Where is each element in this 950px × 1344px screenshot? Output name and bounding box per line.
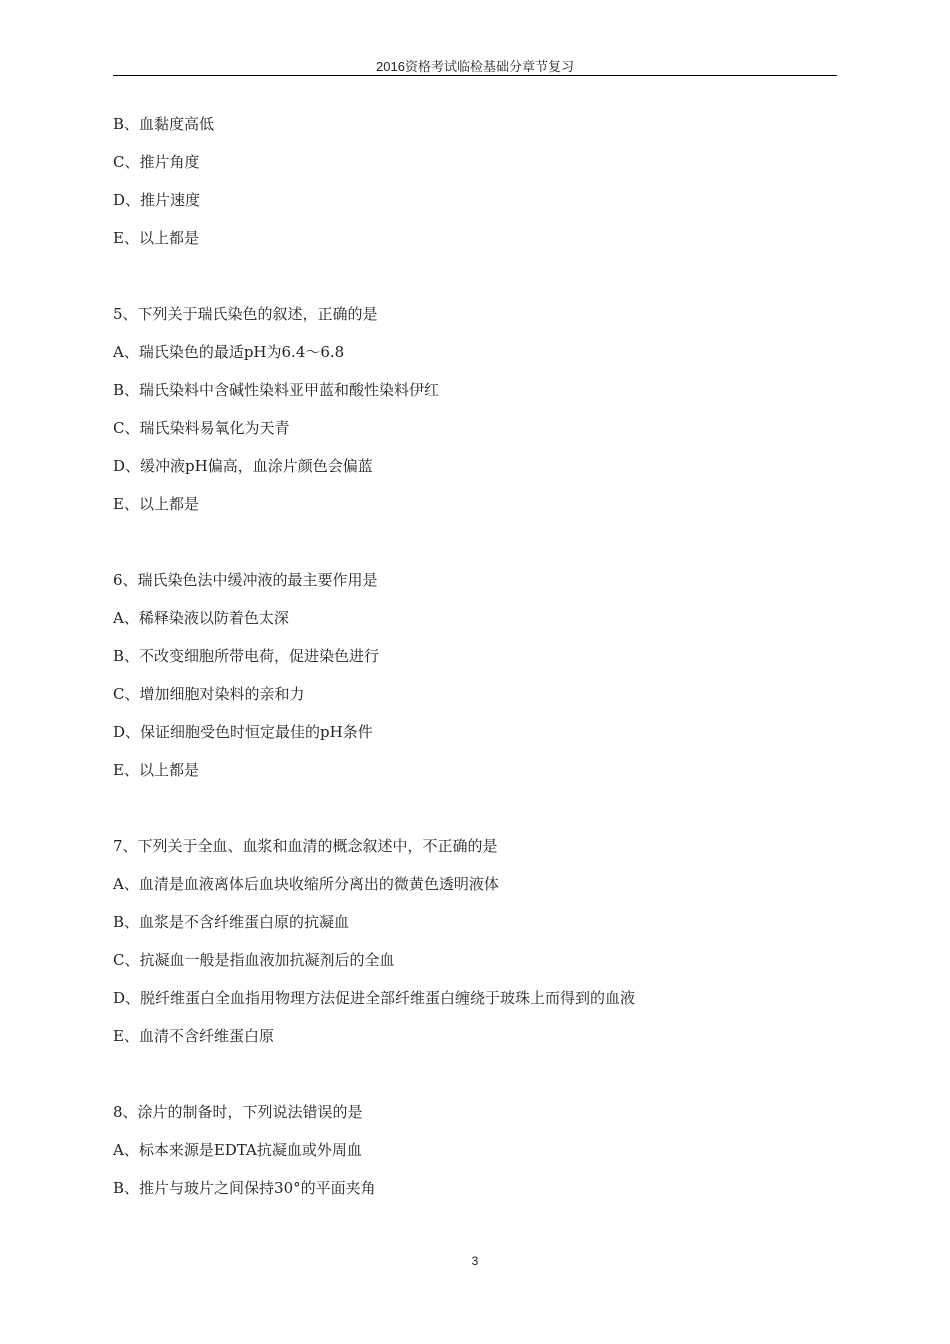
option-line: E、以上都是 bbox=[113, 495, 199, 513]
option-line: B、推片与玻片之间保持30°的平面夹角 bbox=[113, 1179, 376, 1197]
option-line: A、瑞氏染色的最适pH为6.4～6.8 bbox=[113, 343, 345, 361]
option-line: C、推片角度 bbox=[113, 153, 200, 171]
option-line: D、推片速度 bbox=[113, 191, 201, 209]
question-stem: 7、下列关于全血、血浆和血清的概念叙述中，不正确的是 bbox=[113, 837, 498, 855]
option-line: D、缓冲液pH偏高，血涂片颜色会偏蓝 bbox=[113, 457, 373, 475]
header-divider bbox=[113, 75, 837, 76]
option-line: B、血浆是不含纤维蛋白原的抗凝血 bbox=[113, 913, 350, 931]
option-line: A、血清是血液离体后血块收缩所分离出的微黄色透明液体 bbox=[113, 875, 499, 893]
question-spacer bbox=[113, 794, 837, 832]
option-line: C、瑞氏染料易氧化为天青 bbox=[113, 419, 290, 437]
question-stem: 8、涂片的制备时，下列说法错误的是 bbox=[113, 1103, 363, 1121]
question-stem: 6、瑞氏染色法中缓冲液的最主要作用是 bbox=[113, 571, 378, 589]
option-line: E、血清不含纤维蛋白原 bbox=[113, 1027, 274, 1045]
option-line: B、瑞氏染料中含碱性染料亚甲蓝和酸性染料伊红 bbox=[113, 381, 440, 399]
option-line: C、抗凝血一般是指血液加抗凝剂后的全血 bbox=[113, 951, 395, 969]
option-line: D、脱纤维蛋白全血指用物理方法促进全部纤维蛋白缠绕于玻珠上而得到的血液 bbox=[113, 989, 636, 1007]
option-line: B、血黏度高低 bbox=[113, 115, 215, 133]
page-header: 2016资格考试临检基础分章节复习 bbox=[376, 59, 574, 74]
question-spacer bbox=[113, 262, 837, 300]
option-line: B、不改变细胞所带电荷，促进染色进行 bbox=[113, 647, 380, 665]
question-spacer bbox=[113, 528, 837, 566]
option-line: D、保证细胞受色时恒定最佳的pH条件 bbox=[113, 723, 373, 741]
document-body bbox=[113, 110, 837, 1212]
question-stem: 5、下列关于瑞氏染色的叙述，正确的是 bbox=[113, 305, 378, 323]
option-line: C、增加细胞对染料的亲和力 bbox=[113, 685, 305, 703]
question-spacer bbox=[113, 1060, 837, 1098]
option-line: E、以上都是 bbox=[113, 761, 199, 779]
option-line: E、以上都是 bbox=[113, 229, 199, 247]
option-line: A、稀释染液以防着色太深 bbox=[113, 609, 289, 627]
page-number: 3 bbox=[471, 1254, 479, 1268]
option-line: A、标本来源是EDTA抗凝血或外周血 bbox=[113, 1141, 362, 1159]
